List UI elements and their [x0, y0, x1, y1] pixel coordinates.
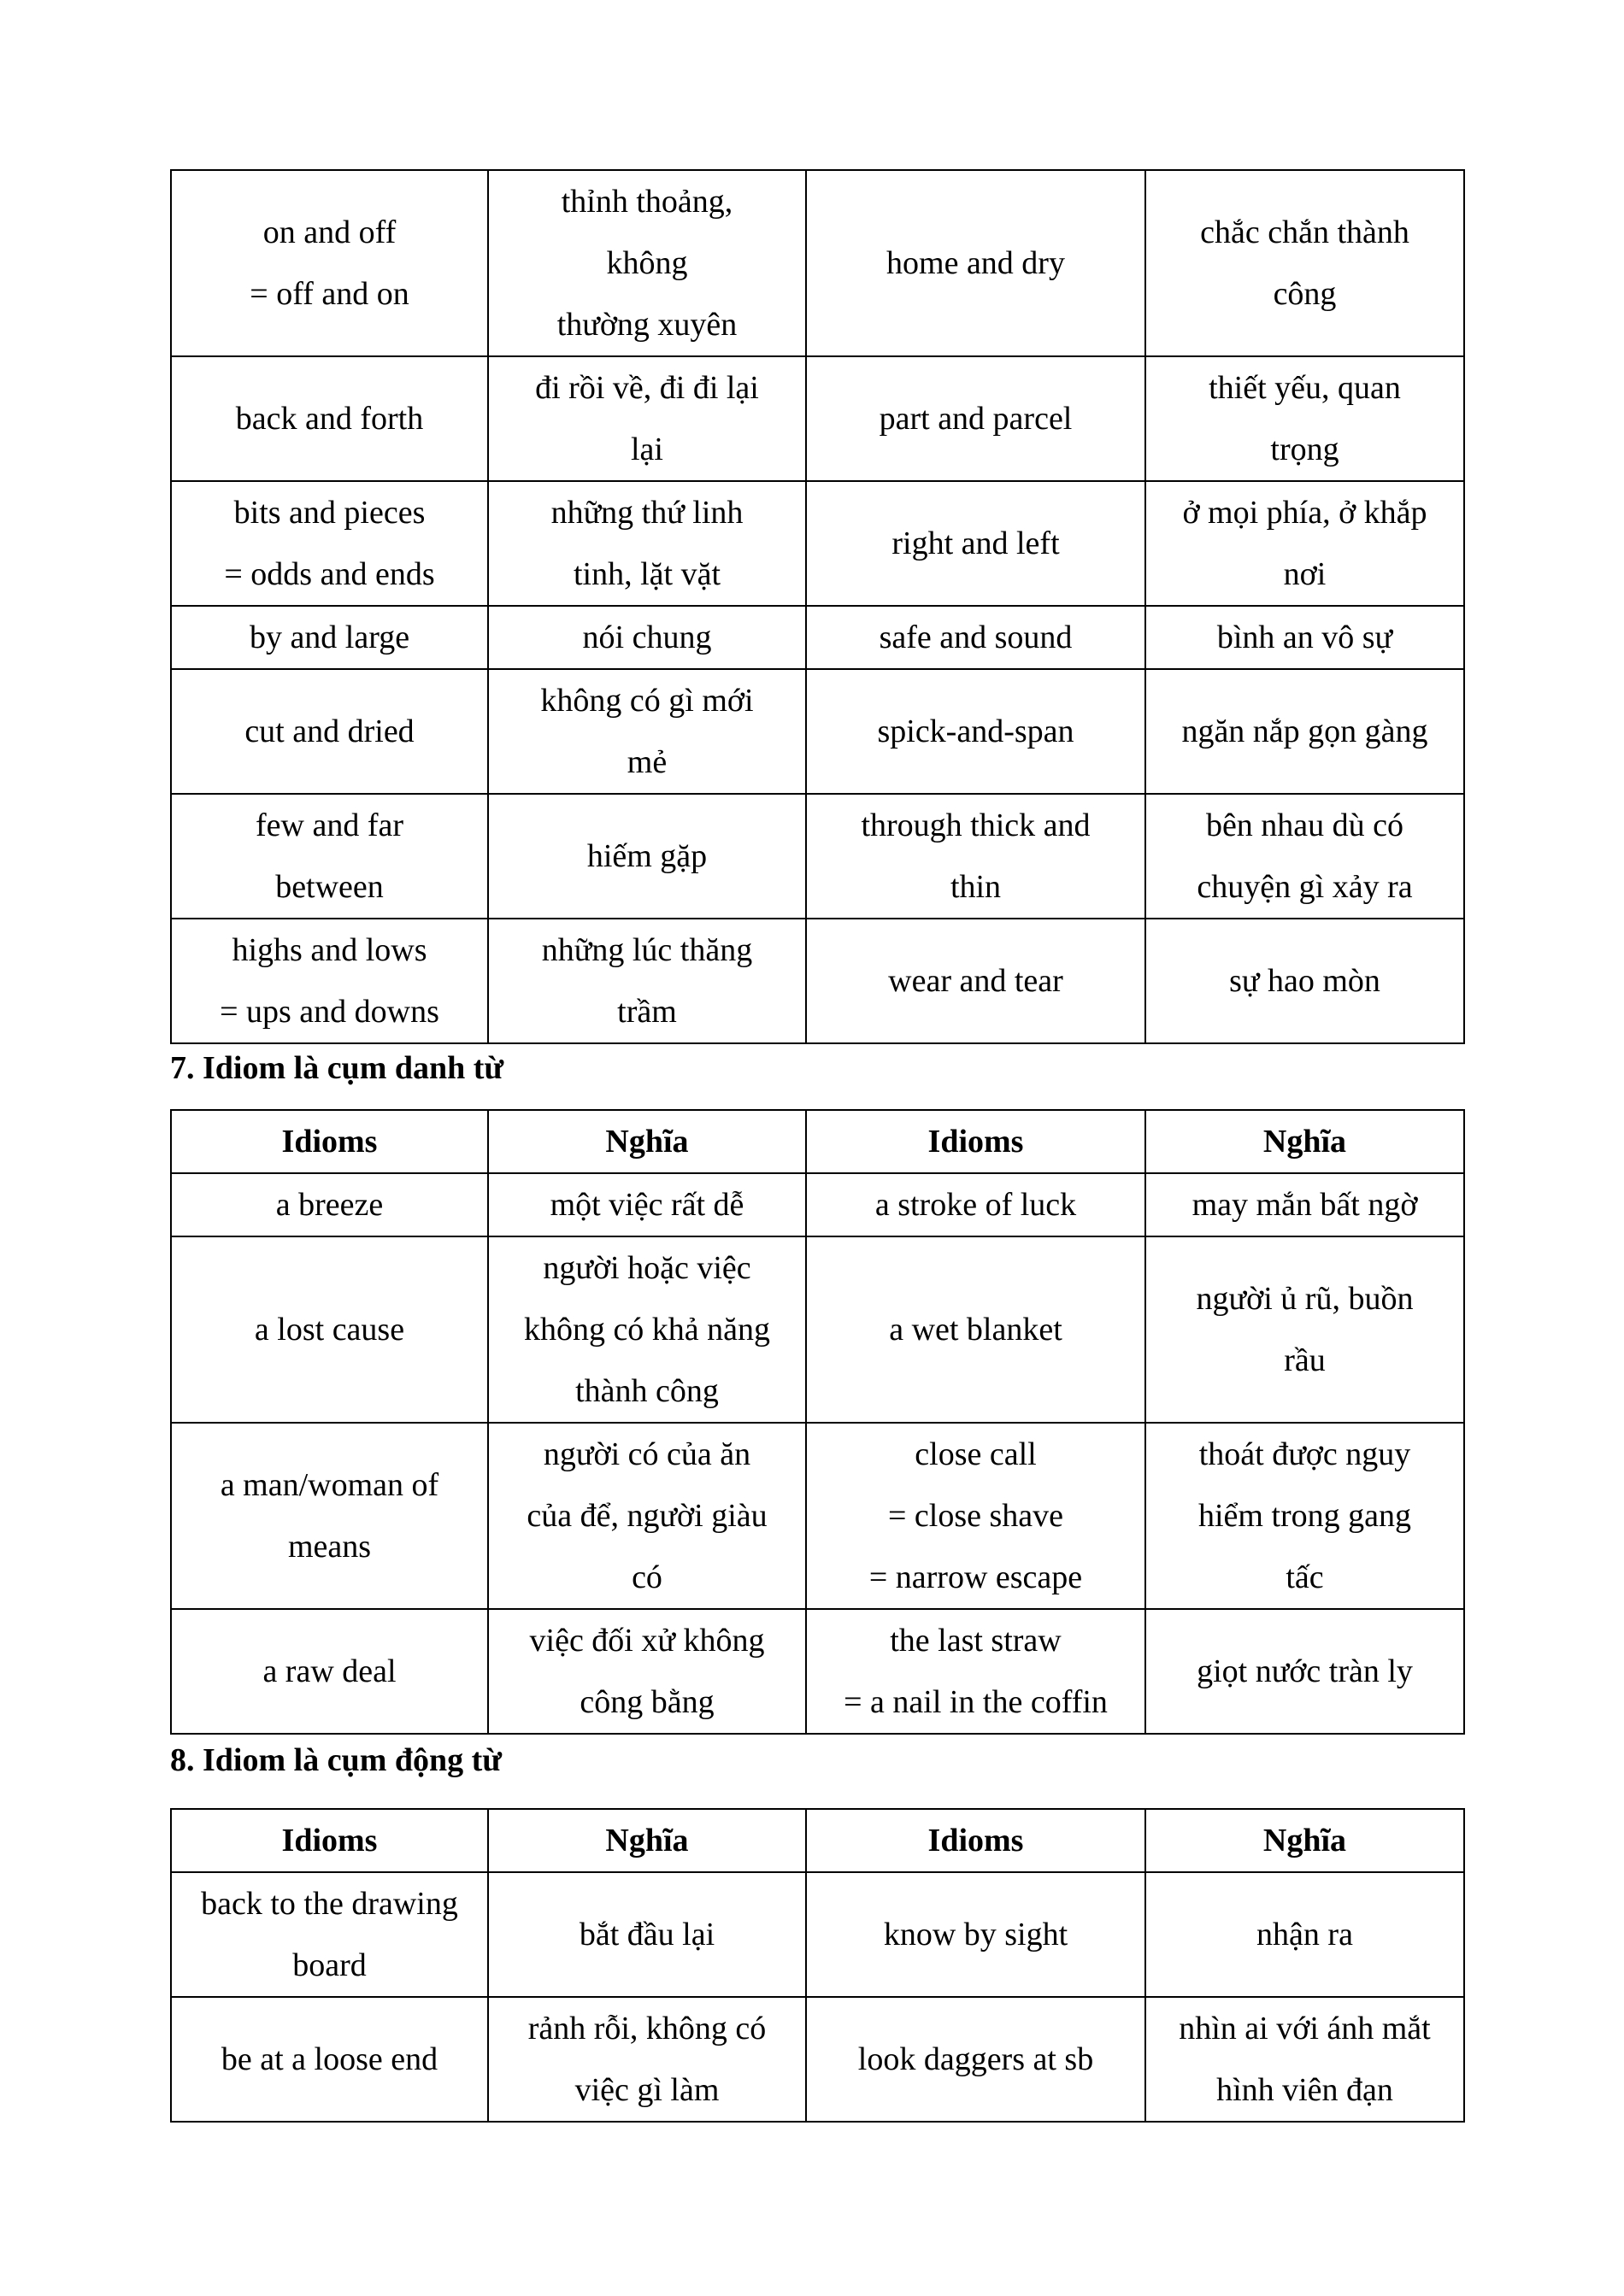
table-body [171, 1872, 1464, 2122]
cell-text: a breeze [275, 1187, 384, 1223]
cell-text: be at a loose end [221, 2041, 438, 2077]
table-row [171, 669, 1464, 794]
cell-text: wear and tear [888, 963, 1063, 999]
table-row [171, 794, 1464, 919]
idiom-cell [806, 1173, 1145, 1236]
cell-text: bắt đầu lại [579, 1917, 715, 1952]
idiom-cell [806, 919, 1145, 1043]
header-meaning: Nghĩa [488, 1110, 806, 1173]
meaning-cell [1145, 1423, 1464, 1609]
idioms-table-noun-phrase [170, 1109, 1465, 1735]
idiom-cell [806, 356, 1145, 481]
table-row [171, 1872, 1464, 1997]
idiom-cell [806, 1236, 1145, 1423]
cell-text: a wet blanket [889, 1312, 1062, 1348]
cell-text: ngăn nắp gọn gàng [1181, 713, 1428, 749]
cell-text: thin [950, 869, 1002, 905]
meaning-cell [488, 669, 806, 794]
table-row [171, 1997, 1464, 2122]
table-row [171, 1236, 1464, 1423]
idiom-cell [171, 1872, 488, 1997]
meaning-cell [488, 356, 806, 481]
cell-text: nhận ra [1256, 1917, 1353, 1952]
cell-text: hiếm gặp [586, 838, 708, 874]
cell-text: nói chung [582, 620, 712, 655]
cell-text: few and far [255, 807, 403, 843]
cell-text: có [632, 1559, 662, 1595]
cell-text: thiết yếu, quan [1209, 370, 1401, 406]
cell-text: = odds and ends [224, 556, 435, 592]
cell-text: back and forth [235, 401, 424, 437]
cell-text: between [275, 869, 384, 905]
cell-text: nhìn ai với ánh mắt [1179, 2011, 1431, 2046]
idioms-table-verb-phrase [170, 1808, 1465, 2123]
cell-text: chuyện gì xảy ra [1197, 869, 1413, 905]
cell-text: the last straw [890, 1623, 1062, 1659]
cell-text: không có gì mới [540, 683, 754, 719]
table-body [171, 170, 1464, 1043]
idiom-cell [171, 170, 488, 356]
cell-text: highs and lows [232, 932, 427, 968]
idioms-table-continued [170, 169, 1465, 1044]
cell-text: không [606, 245, 688, 281]
cell-text: một việc rất dễ [550, 1187, 744, 1223]
cell-text: của để, người giàu [527, 1498, 768, 1534]
cell-text: = a nail in the coffin [844, 1684, 1108, 1720]
header-idioms: Idioms [806, 1809, 1145, 1872]
idiom-cell [806, 1609, 1145, 1734]
cell-text: bits and pieces [233, 495, 426, 531]
meaning-cell [488, 1423, 806, 1609]
table-row [171, 606, 1464, 669]
meaning-cell [1145, 1872, 1464, 1997]
meaning-cell [488, 1236, 806, 1423]
cell-text: = off and on [250, 276, 409, 312]
cell-text: giọt nước tràn ly [1197, 1653, 1413, 1689]
cell-text: đi rồi về, đi đi lại [535, 370, 759, 406]
header-idioms: Idioms [171, 1110, 488, 1173]
cell-text: người hoặc việc [543, 1250, 751, 1286]
idiom-cell [171, 356, 488, 481]
meaning-cell [1145, 170, 1464, 356]
table-row [171, 1173, 1464, 1236]
cell-text: part and parcel [879, 401, 1073, 437]
document-page [170, 169, 1463, 2123]
cell-text: tinh, lặt vặt [573, 556, 721, 592]
idiom-cell [171, 919, 488, 1043]
cell-text: a lost cause [254, 1312, 405, 1348]
header-meaning: Nghĩa [488, 1809, 806, 1872]
header-meaning: Nghĩa [1145, 1809, 1464, 1872]
section-heading-noun-phrase: 7. Idiom là cụm danh từ [170, 1050, 504, 1086]
idiom-cell [806, 481, 1145, 606]
idiom-cell [171, 606, 488, 669]
cell-text: cut and dried [244, 713, 415, 749]
cell-text: may mắn bất ngờ [1192, 1187, 1418, 1223]
meaning-cell [1145, 1173, 1464, 1236]
cell-text: mẻ [627, 744, 668, 780]
cell-text: việc gì làm [574, 2072, 720, 2108]
meaning-cell [488, 1872, 806, 1997]
cell-text: người có của ăn [543, 1436, 751, 1472]
cell-text: những thứ linh [550, 495, 744, 531]
table-row [171, 1423, 1464, 1609]
table-header-row [171, 1809, 1464, 1872]
meaning-cell [1145, 481, 1464, 606]
cell-text: lại [631, 432, 663, 467]
meaning-cell [1145, 1997, 1464, 2122]
cell-text: thoát được nguy [1198, 1436, 1411, 1472]
cell-text: thỉnh thoảng, [561, 184, 733, 220]
cell-text: những lúc thăng [541, 932, 753, 968]
cell-text: hình viên đạn [1216, 2072, 1393, 2108]
cell-text: board [292, 1947, 367, 1983]
cell-text: trọng [1270, 432, 1339, 467]
meaning-cell [1145, 606, 1464, 669]
meaning-cell [1145, 669, 1464, 794]
cell-text: chắc chắn thành [1200, 214, 1409, 250]
idiom-cell [806, 1997, 1145, 2122]
header-idioms: Idioms [171, 1809, 488, 1872]
idiom-cell [806, 170, 1145, 356]
cell-text: rầu [1284, 1342, 1326, 1378]
cell-text: home and dry [886, 245, 1065, 281]
meaning-cell [488, 481, 806, 606]
table-row [171, 170, 1464, 356]
cell-text: không có khả năng [523, 1312, 771, 1348]
cell-text: công bằng [580, 1684, 715, 1720]
cell-text: = ups and downs [220, 994, 439, 1030]
cell-text: safe and sound [879, 620, 1073, 655]
cell-text: trầm [617, 994, 677, 1030]
idiom-cell [171, 669, 488, 794]
table-row [171, 1609, 1464, 1734]
idiom-cell [171, 1609, 488, 1734]
cell-text: việc đối xử không [529, 1623, 765, 1659]
meaning-cell [488, 170, 806, 356]
cell-text: nơi [1283, 556, 1327, 592]
cell-text: thường xuyên [556, 307, 738, 343]
idiom-cell [171, 1173, 488, 1236]
idiom-cell [806, 669, 1145, 794]
cell-text: công [1273, 276, 1337, 312]
cell-text: thành công [575, 1373, 719, 1409]
meaning-cell [488, 1609, 806, 1734]
cell-text: a stroke of luck [874, 1187, 1077, 1223]
idiom-cell [171, 481, 488, 606]
idiom-cell [171, 1997, 488, 2122]
cell-text: spick-and-span [877, 713, 1074, 749]
idiom-cell [806, 1872, 1145, 1997]
idiom-cell [171, 1236, 488, 1423]
cell-text: bình an vô sự [1216, 620, 1393, 655]
meaning-cell [1145, 1236, 1464, 1423]
meaning-cell [1145, 919, 1464, 1043]
cell-text: = narrow escape [868, 1559, 1083, 1595]
meaning-cell [488, 606, 806, 669]
meaning-cell [488, 1997, 806, 2122]
idiom-cell [171, 794, 488, 919]
cell-text: bên nhau dù có [1205, 807, 1404, 843]
table-body [171, 1173, 1464, 1734]
table-row [171, 481, 1464, 606]
cell-text: rảnh rỗi, không có [527, 2011, 767, 2046]
meaning-cell [488, 794, 806, 919]
idiom-cell [806, 1423, 1145, 1609]
table-row [171, 919, 1464, 1043]
cell-text: = close shave [887, 1498, 1064, 1534]
cell-text: on and off [262, 214, 397, 250]
meaning-cell [1145, 356, 1464, 481]
cell-text: a man/woman of [220, 1467, 439, 1503]
cell-text: sự hao mòn [1229, 963, 1380, 999]
meaning-cell [1145, 794, 1464, 919]
idiom-cell [806, 794, 1145, 919]
header-meaning: Nghĩa [1145, 1110, 1464, 1173]
cell-text: look daggers at sb [857, 2041, 1094, 2077]
meaning-cell [488, 919, 806, 1043]
cell-text: a raw deal [262, 1653, 397, 1689]
cell-text: ở mọi phía, ở khắp [1182, 495, 1427, 531]
cell-text: through thick and [861, 807, 1091, 843]
meaning-cell [488, 1173, 806, 1236]
idiom-cell [806, 606, 1145, 669]
section-heading-verb-phrase: 8. Idiom là cụm động từ [170, 1742, 503, 1778]
cell-text: means [287, 1529, 372, 1565]
cell-text: tấc [1286, 1559, 1324, 1595]
cell-text: know by sight [883, 1917, 1068, 1952]
cell-text: hiểm trong gang [1197, 1498, 1412, 1534]
meaning-cell [1145, 1609, 1464, 1734]
table-row [171, 356, 1464, 481]
cell-text: close call [915, 1436, 1037, 1472]
cell-text: back to the drawing [201, 1886, 458, 1922]
table-header-row [171, 1110, 1464, 1173]
idiom-cell [171, 1423, 488, 1609]
header-idioms: Idioms [806, 1110, 1145, 1173]
cell-text: right and left [891, 526, 1060, 561]
cell-text: by and large [249, 620, 410, 655]
cell-text: người ủ rũ, buồn [1196, 1281, 1414, 1317]
